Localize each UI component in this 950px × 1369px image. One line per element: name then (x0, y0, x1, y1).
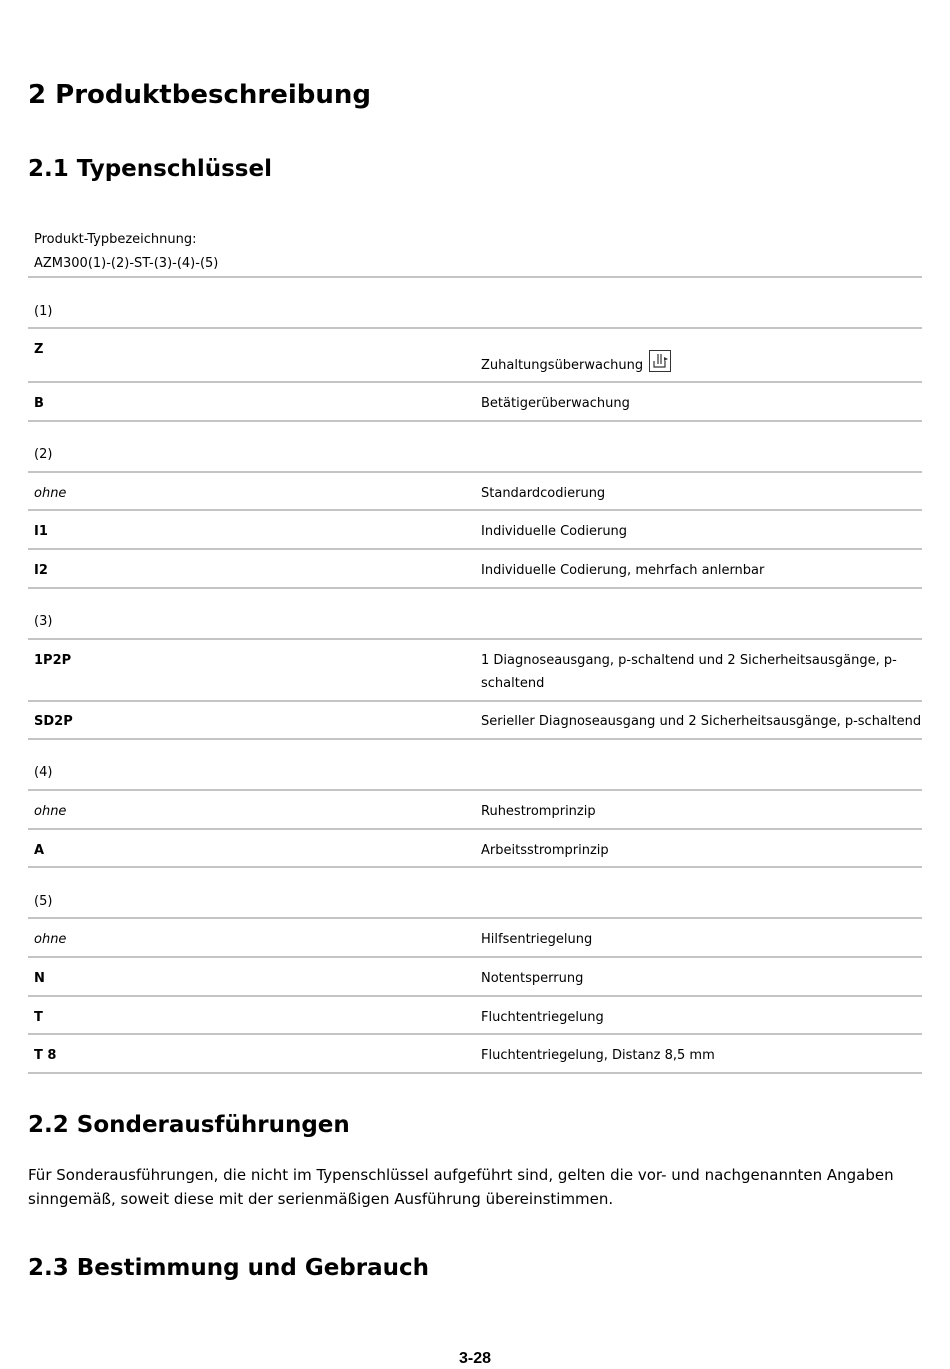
table-rule (28, 509, 922, 511)
table-rule (28, 587, 922, 589)
chapter-heading: 2 Produktbeschreibung (28, 80, 371, 110)
description-cell: Standardcodierung (481, 486, 606, 501)
description-cell: Individuelle Codierung, mehrfach anlernbar (481, 563, 765, 578)
code-cell: 1P2P (34, 653, 72, 668)
group-label: (4) (34, 765, 53, 780)
table-rule (28, 995, 922, 997)
table-rule (28, 866, 922, 868)
description-cell (481, 350, 921, 377)
table-rule (28, 789, 922, 791)
description-cell: Notentsperrung (481, 971, 584, 986)
table-rule (28, 956, 922, 958)
code-cell: SD2P (34, 714, 73, 729)
table-rule (28, 548, 922, 550)
section-heading-typenschluessel: 2.1 Typenschlüssel (28, 156, 272, 182)
description-cell: Individuelle Codierung (481, 524, 628, 539)
code-cell: Z (34, 342, 44, 357)
code-cell: ohne (34, 932, 67, 947)
lock-monitor-icon (649, 350, 671, 372)
sonderausfuehrungen-paragraph: Für Sonderausführungen, die nicht im Typenschlüssel aufgeführt sind, gelten die vor- und nachgenannten Angaben sinngemäß, soweit diese mit der serienmäßigen Ausführung übereinstimmen. (28, 1166, 894, 1208)
table-rule (28, 828, 922, 830)
code-cell: I1 (34, 524, 48, 539)
table-rule (28, 1072, 922, 1074)
table-rule (28, 738, 922, 740)
table-rule (28, 420, 922, 422)
table-rule (28, 1033, 922, 1035)
description-cell: Arbeitsstromprinzip (481, 843, 609, 858)
description-cell: Betätigerüberwachung (481, 396, 630, 411)
group-label: (5) (34, 894, 53, 909)
description-cell: Hilfsentriegelung (481, 932, 593, 947)
group-label: (3) (34, 614, 53, 629)
section-heading-bestimmung: 2.3 Bestimmung und Gebrauch (28, 1255, 430, 1281)
group-label: (1) (34, 304, 53, 319)
code-cell: ohne (34, 486, 67, 501)
type-designation-intro (34, 228, 218, 276)
type-designation-code: AZM300(1)-(2)-ST-(3)-(4)-(5) (34, 256, 219, 271)
code-cell: N (34, 971, 45, 986)
code-cell: A (34, 843, 45, 858)
description-text: Zuhaltungsüberwachung (481, 358, 644, 373)
code-cell: B (34, 396, 44, 411)
table-rule (28, 471, 922, 473)
section-heading-sonderausfuehrungen: 2.2 Sonderausführungen (28, 1112, 350, 1138)
table-rule (28, 700, 922, 702)
group-label: (2) (34, 447, 53, 462)
description-cell: Ruhestromprinzip (481, 804, 596, 819)
code-cell: T (34, 1010, 43, 1025)
description-cell: Fluchtentriegelung, Distanz 8,5 mm (481, 1048, 715, 1063)
page-number: 3-28 (458, 1350, 492, 1367)
table-rule (28, 276, 922, 278)
code-cell: ohne (34, 804, 67, 819)
description-cell: Serieller Diagnoseausgang und 2 Sicherheitsausgänge, p-schaltend (481, 714, 922, 729)
table-rule (28, 638, 922, 640)
table-rule (28, 917, 922, 919)
code-cell: T 8 (34, 1048, 57, 1063)
table-rule (28, 381, 922, 383)
description-cell: Fluchtentriegelung (481, 1010, 604, 1025)
code-cell: I2 (34, 563, 48, 578)
table-rule (28, 327, 922, 329)
description-cell: 1 Diagnoseausgang, p-schaltend und 2 Sicherheitsausgänge, p-schaltend (481, 653, 897, 691)
type-designation-label: Produkt-Typbezeichnung: (34, 232, 197, 247)
